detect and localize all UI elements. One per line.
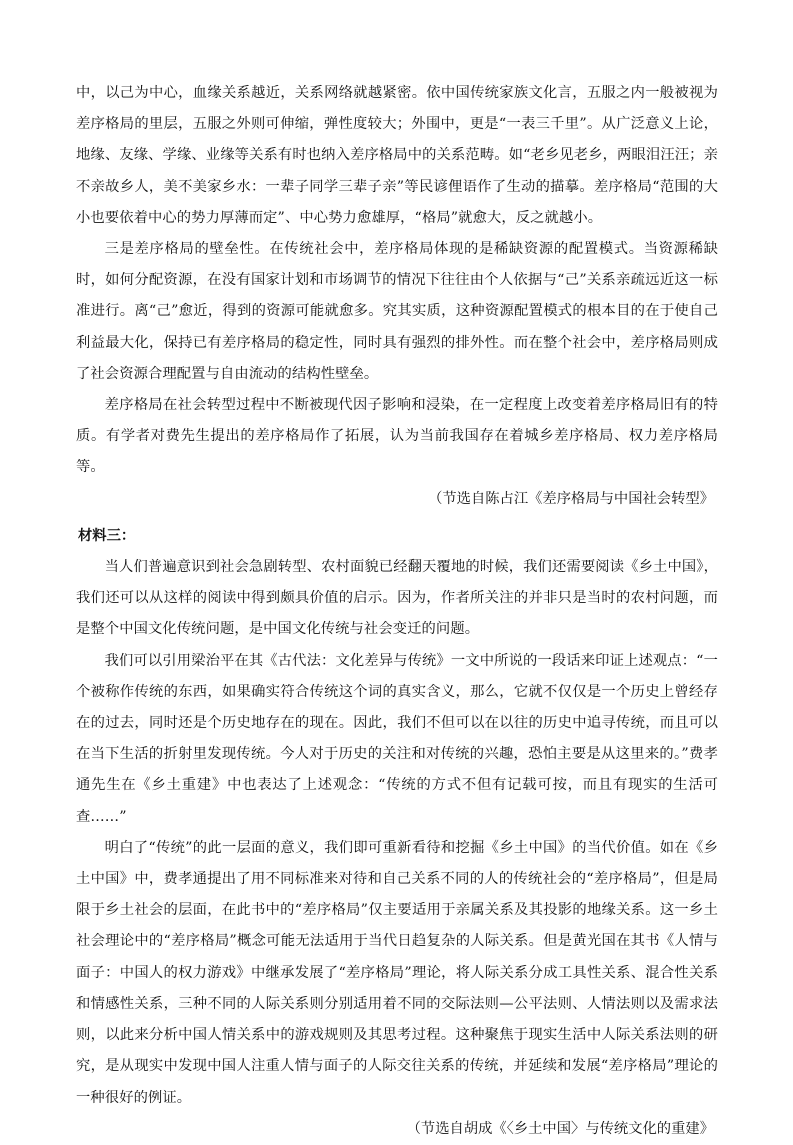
- paragraph-barrier: 三是差序格局的壁垒性。在传统社会中，差序格局体现的是稀缺资源的配置模式。当资源稀缺时，如何分配资源，在没有国家计划和市场调节的情况下往往由个人依据与“己”关系亲疏远近这一标准进行。离“己”愈近，得到的资源可能就愈多。究其实质，这种资源配置模式的根本目的在于使自己利益最大化，保持已有差序格局的稳定性，同时具有强烈的排外性。而在整个社会中，差序格局则成了社会资源合理配置与自由流动的结构性壁垒。: [76, 241, 718, 382]
- source-citation-1: （节选自陈占江《差序格局与中国社会转型》: [428, 490, 714, 507]
- paragraph-transformation: 差序格局在社会转型过程中不断被现代因子影响和浸染，在一定程度上改变着差序格局旧有的特质。有学者对费先生提出的差序格局作了拓展，认为当前我国存在着城乡差序格局、权力差序格局等。: [76, 397, 718, 476]
- document-page: [76, 78, 718, 1145]
- paragraph-liang-quote: 我们可以引用梁治平在其《古代法：文化差异与传统》一文中所说的一段话来印证上述观点：“一个被称作传统的东西，如果确实符合传统这个词的真实含义，那么，它就不仅仅是一个历史上曾经存在的过去，同时还是个历史地存在的现在。因此，我们不但可以在以往的历史中追寻传统，而且可以在当下生活的折射里发现传统。今人对于历史的关注和对传统的兴趣，恐怕主要是从这里来的。”费孝通先生在《乡土重建》中也表达了上述观念：“传统的方式不但有记载可按，而且有现实的生活可查……”: [76, 652, 718, 825]
- source-citation-2: （节选自胡成《〈乡土中国〉与传统文化的重建》: [406, 1120, 714, 1137]
- paragraph-continuation: 中，以己为中心，血缘关系越近，关系网络就越紧密。依中国传统家族文化言，五服之内一般被视为差序格局的里层，五服之外则可伸缩，弹性度较大；外围中，更是“一表三千里”。从广泛意义上论，地缘、友缘、学缘、业缘等关系有时也纳入差序格局中的关系范畴。如“老乡见老乡，两眼泪汪汪；亲不亲故乡人，美不美家乡水：一辈子同学三辈子亲”等民谚俚语作了生动的描摹。差序格局“范围的大小也要依着中心的势力厚薄而定”、中心势力愈雄厚，“格局”就愈大，反之就越小。: [76, 85, 718, 226]
- paragraph-reading-value: 当人们普遍意识到社会急剧转型、农村面貌已经翻天覆地的时候，我们还需要阅读《乡土中国》，我们还可以从这样的阅读中得到颇具价值的启示。因为，作者所关注的并非只是当时的农村问题，而是整个中国文化传统问题，是中国文化传统与社会变迁的问题。: [76, 559, 718, 638]
- paragraph-contemporary-value: 明白了“传统”的此一层面的意义，我们即可重新看待和挖掘《乡土中国》的当代价值。如在《乡土中国》中，费孝通提出了用不同标准来对待和自己关系不同的人的传统社会的“差序格局”，但是局限于乡土社会的层面，在此书中的“差序格局”仅主要适用于亲属关系及其投影的地缘关系。这一乡土社会理论中的“差序格局”概念可能无法适用于当代日趋复杂的人际关系。但是黄光国在其书《人情与面子：中国人的权力游戏》中继承发展了“差序格局”理论，将人际关系分成工具性关系、混合性关系和情感性关系，三种不同的人际关系则分别适用着不同的交际法则—公平法则、人情法则以及需求法则，以此来分析中国人情关系中的游戏规则及其思考过程。这种聚焦于现实生活中人际关系法则的研究，是从现实中发现中国人注重人情与面子的人际交往关系的传统，并延续和发展“差序格局”理论的一种很好的例证。: [76, 839, 718, 1106]
- material-three-heading: 材料三：: [78, 527, 136, 544]
